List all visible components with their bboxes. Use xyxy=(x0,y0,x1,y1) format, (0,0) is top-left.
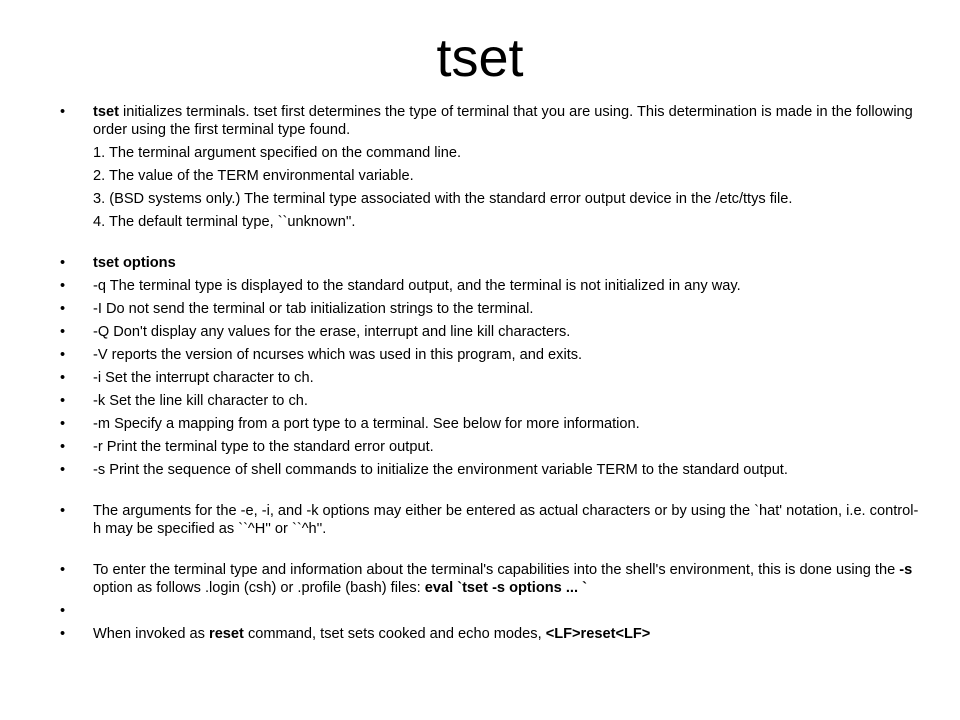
arguments-note-text: The arguments for the -e, -i, and -k options may either be entered as actual characters or by using the `hat' notation, i.e. control-h may be specified as ``^H'' or ``^h''. xyxy=(93,503,919,537)
option-text: -k Set the line kill character to ch. xyxy=(93,393,308,409)
intro-text: initializes terminals. tset first determines the type of terminal that you are using. This determination is made in the following order using the first terminal type found. xyxy=(93,104,913,138)
bullet-marker: • xyxy=(60,416,66,432)
order-item-2: 2. The value of the TERM environmental variable. xyxy=(93,168,414,184)
option-r xyxy=(60,438,920,456)
bullet-reset-note xyxy=(60,625,920,643)
option-text: -q The terminal type is displayed to the standard output, and the terminal is not initialized in any way. xyxy=(93,278,741,294)
bullet-marker: • xyxy=(60,278,66,294)
spacer xyxy=(60,543,920,561)
option-s xyxy=(60,461,920,479)
option-m xyxy=(60,415,920,433)
reset-command: reset xyxy=(209,626,244,642)
bullet-empty xyxy=(60,602,920,620)
bullet-marker: • xyxy=(60,439,66,455)
option-text: -V reports the version of ncurses which was used in this program, and exits. xyxy=(93,347,583,363)
slide-title: tset xyxy=(436,28,524,88)
option-I xyxy=(60,300,920,318)
option-text: -s Print the sequence of shell commands to initialize the environment variable TERM to the standard output. xyxy=(93,462,788,478)
bullet-marker: • xyxy=(60,626,66,642)
bullet-marker: • xyxy=(60,347,66,363)
spacer xyxy=(60,484,920,502)
order-item-4: 4. The default terminal type, ``unknown''. xyxy=(93,214,356,230)
bullet-marker: • xyxy=(60,462,66,478)
bullet-marker: • xyxy=(60,393,66,409)
slide-content xyxy=(60,103,920,648)
env-note-text: To enter the terminal type and information about the terminal's capabilities into the shell's environment, this is done using the xyxy=(93,562,900,578)
option-q xyxy=(60,277,920,295)
option-text: -i Set the interrupt character to ch. xyxy=(93,370,314,386)
reset-note-text-2: command, tset sets cooked and echo modes, xyxy=(243,626,546,642)
bullet-marker: • xyxy=(60,503,66,519)
bullet-intro xyxy=(60,103,920,139)
reset-note-text: When invoked as xyxy=(93,626,210,642)
bullet-marker: • xyxy=(60,603,66,619)
env-note-command: eval `tset -s options ... ` xyxy=(424,580,587,596)
env-note-option: -s xyxy=(899,562,913,578)
order-item-3: 3. (BSD systems only.) The terminal type associated with the standard error output device in the /etc/ttys file. xyxy=(93,191,793,207)
bullet-marker: • xyxy=(60,370,66,386)
bullet-marker: • xyxy=(60,301,66,317)
intro-command: tset xyxy=(93,104,119,120)
bullet-options-heading xyxy=(60,254,920,272)
option-V xyxy=(60,346,920,364)
reset-sequence: <LF>reset<LF> xyxy=(545,626,651,642)
bullet-marker: • xyxy=(60,324,66,340)
option-text: -I Do not send the terminal or tab initialization strings to the terminal. xyxy=(93,301,534,317)
bullet-marker: • xyxy=(60,104,66,120)
bullet-env-note xyxy=(60,561,920,597)
option-Q xyxy=(60,323,920,341)
bullet-arguments-note xyxy=(60,502,920,538)
bullet-marker: • xyxy=(60,255,66,271)
spacer xyxy=(60,236,920,254)
option-text: -r Print the terminal type to the standard error output. xyxy=(93,439,434,455)
env-note-text-2: option as follows .login (csh) or .profile (bash) files: xyxy=(93,580,425,596)
order-item-1: 1. The terminal argument specified on the command line. xyxy=(93,145,462,161)
option-i xyxy=(60,369,920,387)
options-heading: tset options xyxy=(93,255,176,271)
option-text: -Q Don't display any values for the erase, interrupt and line kill characters. xyxy=(93,324,571,340)
option-text: -m Specify a mapping from a port type to a terminal. See below for more information. xyxy=(93,416,640,432)
option-k xyxy=(60,392,920,410)
bullet-marker: • xyxy=(60,562,66,578)
